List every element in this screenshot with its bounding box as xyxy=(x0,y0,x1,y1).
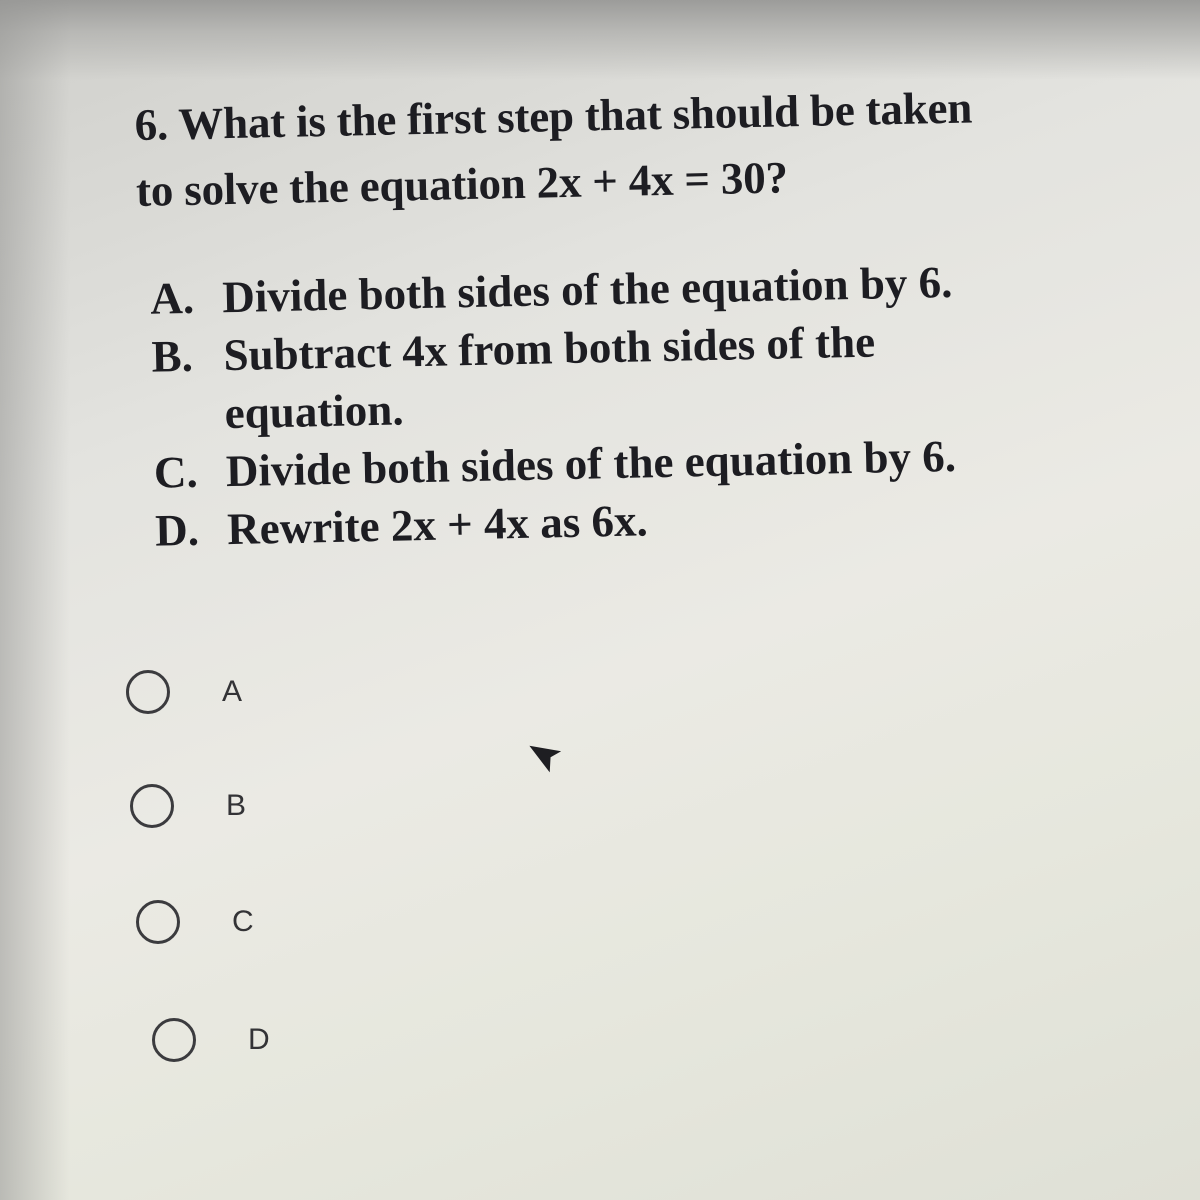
question-block xyxy=(134,71,1137,556)
left-shadow xyxy=(0,0,70,1200)
options-list xyxy=(150,251,1056,560)
radio-option-c[interactable] xyxy=(136,900,254,944)
radio-label-a[interactable]: A xyxy=(222,675,243,708)
question-line-1: 6. What is the first step that should be taken xyxy=(134,82,973,150)
option-c-text: Divide both sides of the equation by 6. xyxy=(225,430,957,497)
radio-circle-icon[interactable] xyxy=(152,1018,196,1062)
radio-circle-icon[interactable] xyxy=(130,784,174,828)
radio-option-a[interactable] xyxy=(126,670,242,714)
radio-label-d[interactable]: D xyxy=(248,1023,270,1056)
option-a-text: Divide both sides of the equation by 6. xyxy=(221,256,953,323)
option-a-letter: A. xyxy=(149,272,195,324)
arrow-cursor-icon xyxy=(528,736,568,776)
radio-circle-icon[interactable] xyxy=(126,670,170,714)
radio-option-d[interactable] xyxy=(152,1018,270,1062)
option-d-letter: D. xyxy=(154,504,200,556)
option-b xyxy=(151,309,1053,444)
radio-label-c[interactable]: C xyxy=(232,905,254,938)
question-text xyxy=(134,71,1137,224)
question-line-2: to solve the equation 2x + 4x = 30? xyxy=(135,152,789,216)
option-d-text: Rewrite 2x + 4x as 6x. xyxy=(226,495,649,555)
top-shadow xyxy=(0,0,1200,80)
option-c-letter: C. xyxy=(153,446,199,498)
radio-option-b[interactable] xyxy=(130,784,246,828)
option-b-letter: B. xyxy=(151,330,194,382)
radio-circle-icon[interactable] xyxy=(136,900,180,944)
option-b-text: Subtract 4x from both sides of the equation. xyxy=(223,316,876,439)
radio-label-b[interactable]: B xyxy=(226,789,247,822)
